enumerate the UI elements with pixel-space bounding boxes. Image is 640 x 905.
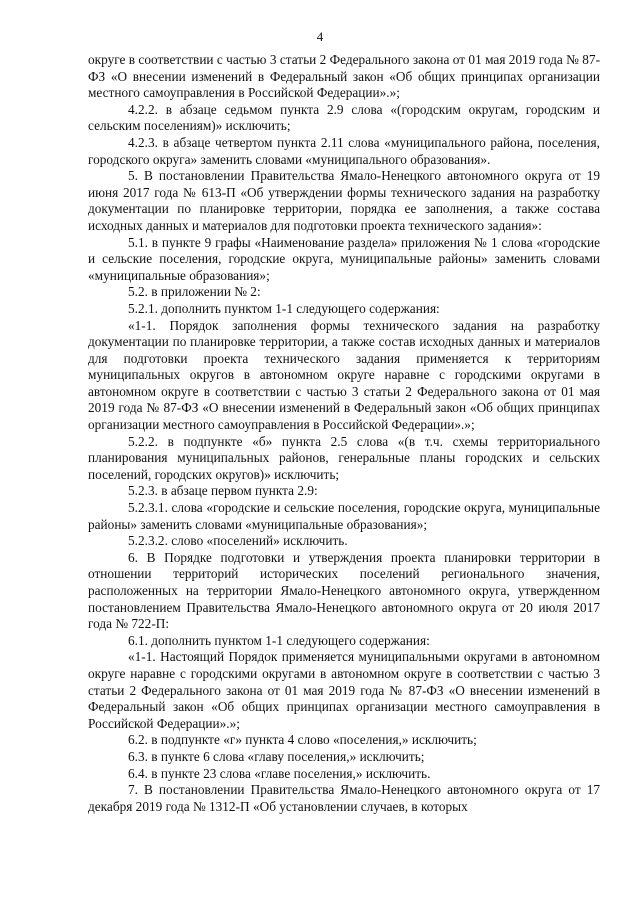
paragraph: 5.1. в пункте 9 графы «Наименование раздела» приложения № 1 слова «городские и сельские поселения, городские округа, муниципальные районы» заменить словами «муниципальные образования»; <box>88 234 600 283</box>
paragraph: 5.2.3.1. слова «городские и сельские поселения, городские округа, муниципальные районы» заменить словами «муниципальные образования»; <box>88 500 600 532</box>
paragraph: 5.2.1. дополнить пунктом 1-1 следующего содержания: <box>128 300 440 316</box>
paragraph: 6.4. в пункте 23 слова «главе поселения,» исключить. <box>128 765 431 781</box>
paragraph: округе в соответствии с частью 3 статьи 2 Федерального закона от 01 мая 2019 года № 87-ФЗ «О внесении изменений в Федеральный закон «Об общих принципах организации местного самоуправления в Российской Федерации».»; <box>88 52 600 101</box>
paragraph: 5.2.2. в подпункте «б» пункта 2.5 слова «(в т.ч. схемы территориального планирования муниципальных районов, генеральные планы городских и сельских поселений, городских округов)» исключить; <box>88 433 600 482</box>
paragraph: 5.2. в приложении № 2: <box>128 284 261 300</box>
paragraph: 6. В Порядке подготовки и утверждения проекта планировки территории в отношении территорий исторических поселений регионального значения, расположенных на территории Ямало-Ненецкого автономного округа, утвержденном постановлением Правительства Ямало-Ненецкого автономного округа от 20 июля 2017 года № 722-П: <box>88 549 600 632</box>
paragraph: 4.2.2. в абзаце седьмом пункта 2.9 слова «(городским округам, городским и сельским поселениям)» исключить; <box>88 101 600 134</box>
document-body <box>88 52 600 815</box>
paragraph: 5.2.3.2. слово «поселений» исключить. <box>128 533 348 549</box>
paragraph: 5.2.3. в абзаце первом пункта 2.9: <box>128 483 318 499</box>
paragraph: 6.1. дополнить пунктом 1-1 следующего содержания: <box>128 632 430 648</box>
paragraph: 6.2. в подпункте «г» пункта 4 слово «поселения,» исключить; <box>128 732 477 748</box>
paragraph: «1-1. Настоящий Порядок применяется муниципальными округами в автономном округе наравне с городскими округами в автономном округе в соответствии с частью 3 статьи 2 Федерального закона от 01 мая 2019 года № 87-ФЗ «О внесении изменений в Федеральный закон «Об общих принципах организации местного самоуправления в Российской Федерации».»; <box>88 649 600 731</box>
page-number: 4 <box>316 29 324 44</box>
paragraph: 5. В постановлении Правительства Ямало-Ненецкого автономного округа от 19 июня 2017 года № 613-П «Об утверждении формы технического задания на разработку документации по планировке территории, порядка ее заполнения, а также состава исходных данных и материалов для подготовки проекта технического задания»: <box>88 168 600 233</box>
paragraph: «1-1. Порядок заполнения формы технического задания на разработку документации по планировке территории, а также состав исходных данных и материалов для подготовки проекта технического задания применяется к территориям муниципальных округов в автономном округе наравне с городскими округами в автономном округе в соответствии с частью 3 статьи 2 Федерального закона от 01 мая 2019 года № 87-ФЗ «О внесении изменений в Федеральный закон «Об общих принципах организации местного самоуправления в Российской Федерации».»; <box>88 317 600 433</box>
paragraph: 4.2.3. в абзаце четвертом пункта 2.11 слова «муниципального района, поселения, городского округа» заменить словами «муниципального образования». <box>88 134 600 167</box>
paragraph: 6.3. в пункте 6 слова «главу поселения,» исключить; <box>128 748 425 764</box>
paragraph: 7. В постановлении Правительства Ямало-Ненецкого автономного округа от 17 декабря 2019 года № 1312-П «Об установлении случаев, в которых <box>88 782 600 814</box>
